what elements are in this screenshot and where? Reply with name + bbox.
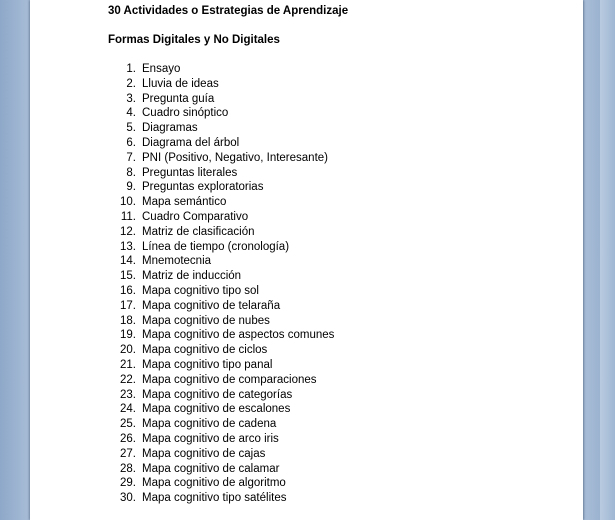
- list-item-text: Mapa cognitivo de cadena: [142, 418, 277, 431]
- list-item-text: PNI (Positivo, Negativo, Interesante): [142, 151, 328, 164]
- document-title: 30 Actividades o Estrategias de Aprendizaje: [108, 5, 349, 17]
- list-item-text: Mapa cognitivo tipo sol: [142, 284, 259, 297]
- list-item-number: 30.: [120, 492, 136, 505]
- list-item-text: Mapa cognitivo de calamar: [142, 462, 280, 475]
- list-item-text: Diagramas: [142, 122, 198, 135]
- list-item-number: 11.: [120, 210, 136, 223]
- list-item-text: Mapa cognitivo de telaraña: [142, 299, 281, 312]
- list-item-number: 15.: [120, 270, 136, 283]
- list-item-number: 20.: [120, 344, 136, 357]
- list-item-number: 10.: [120, 196, 136, 209]
- list-item-text: Mapa cognitivo de comparaciones: [142, 373, 317, 386]
- list-item-number: 9.: [126, 181, 136, 194]
- list-item-number: 27.: [120, 447, 136, 460]
- document-subtitle: Formas Digitales y No Digitales: [108, 34, 280, 46]
- list-item-text: Lluvia de ideas: [142, 77, 219, 90]
- list-item-number: 13.: [120, 240, 136, 253]
- list-item-number: 7.: [126, 151, 136, 164]
- list-item-text: Cuadro sinóptico: [142, 107, 229, 120]
- list-item-text: Matriz de clasificación: [142, 225, 255, 238]
- list-item-text: Mapa cognitivo tipo panal: [142, 358, 273, 371]
- list-item-number: 2.: [126, 77, 136, 90]
- list-item-text: Matriz de inducción: [142, 270, 242, 283]
- list-item-number: 28.: [120, 462, 136, 475]
- list-item-number: 26.: [120, 432, 136, 445]
- document-page[interactable]: [30, 0, 583, 520]
- list-item-text: Mapa cognitivo de escalones: [142, 403, 291, 416]
- list-item-text: Ensayo: [142, 63, 181, 75]
- list-item-number: 24.: [120, 403, 136, 416]
- list-item-text: Mapa cognitivo tipo satélites: [142, 492, 287, 505]
- list-item-number: 16.: [120, 284, 136, 297]
- list-item-text: Mapa cognitivo de arco iris: [142, 432, 279, 445]
- list-item-number: 6.: [126, 136, 136, 149]
- list-item-text: Preguntas exploratorias: [142, 181, 264, 194]
- list-item-text: Mapa semántico: [142, 196, 227, 209]
- list-item-text: Mnemotecnia: [142, 255, 212, 268]
- list-item-number: 18.: [120, 314, 136, 327]
- list-item-number: 5.: [126, 122, 136, 135]
- list-item-number: 23.: [120, 388, 136, 401]
- list-item-text: Preguntas literales: [142, 166, 238, 179]
- list-item-text: Pregunta guía: [142, 92, 215, 105]
- list-item-number: 21.: [120, 358, 136, 371]
- list-item-text: Mapa cognitivo de categorías: [142, 388, 293, 401]
- list-item-number: 12.: [120, 225, 136, 238]
- list-item-number: 8.: [126, 166, 136, 179]
- list-item-number: 29.: [120, 477, 136, 490]
- list-item-text: Cuadro Comparativo: [142, 210, 249, 223]
- list-item-number: 25.: [120, 418, 136, 431]
- list-item-text: Línea de tiempo (cronología): [142, 240, 290, 253]
- list-item-number: 4.: [126, 107, 136, 120]
- list-item-number: 1.: [126, 63, 136, 75]
- list-item-number: 3.: [126, 92, 136, 105]
- list-item-text: Mapa cognitivo de algoritmo: [142, 477, 286, 490]
- list-item-text: Mapa cognitivo de ciclos: [142, 344, 268, 357]
- workspace-margin-right: [600, 0, 615, 520]
- list-item-number: 17.: [120, 299, 136, 312]
- list-item-text: Mapa cognitivo de nubes: [142, 314, 270, 327]
- list-item-text: Mapa cognitivo de aspectos comunes: [142, 329, 335, 342]
- list-item-number: 14.: [120, 255, 136, 268]
- list-item-number: 22.: [120, 373, 136, 386]
- list-item-text: Diagrama del árbol: [142, 136, 240, 149]
- list-item-text: Mapa cognitivo de cajas: [142, 447, 266, 460]
- list-item-number: 19.: [120, 329, 136, 342]
